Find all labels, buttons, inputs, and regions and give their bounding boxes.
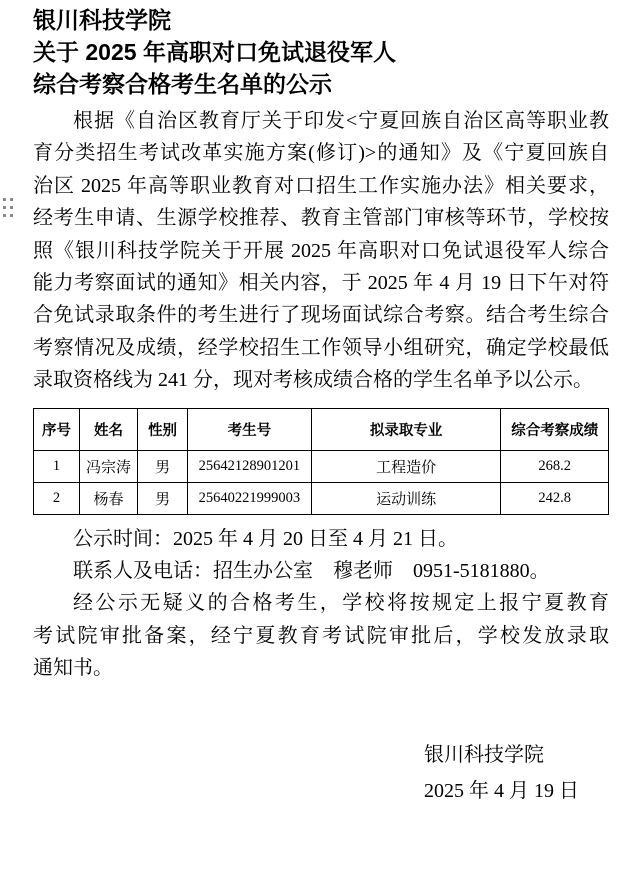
cell-gender: 男 bbox=[138, 482, 188, 514]
col-header-exam-number: 考生号 bbox=[188, 408, 312, 450]
col-header-name: 姓名 bbox=[80, 408, 138, 450]
cell-exam-number: 25642128901201 bbox=[188, 450, 312, 482]
cell-name: 冯宗涛 bbox=[80, 450, 138, 482]
table-row bbox=[34, 450, 609, 482]
cell-index: 2 bbox=[34, 482, 80, 514]
signature-org: 银川科技学院 bbox=[424, 743, 544, 766]
document-title bbox=[33, 4, 609, 100]
col-header-index: 序号 bbox=[34, 408, 80, 450]
drag-grip-icon[interactable] bbox=[3, 198, 13, 217]
body-line: 考察情况及成绩，经学校招生工作领导小组研究，确定学校最低 bbox=[33, 336, 609, 359]
cell-major: 运动训练 bbox=[311, 482, 501, 514]
body-line: 治区 2025 年高等职业教育对口招生工作实施办法》相关要求， bbox=[33, 174, 609, 197]
footer-paragraph bbox=[33, 523, 609, 685]
footer-line: 经公示无疑义的合格考生，学校将按规定上报宁夏教育 bbox=[73, 592, 609, 615]
cell-gender: 男 bbox=[138, 450, 188, 482]
body-line: 照《银川科技学院关于开展 2025 年高职对口免试退役军人综合 bbox=[33, 239, 609, 262]
document-title-line-3: 综合考察合格考生名单的公示 bbox=[33, 71, 332, 97]
body-line: 根据《自治区教育厅关于印发<宁夏回族自治区高等职业教 bbox=[73, 110, 609, 132]
table-row bbox=[34, 482, 609, 514]
signature-block bbox=[424, 737, 579, 809]
cell-major: 工程造价 bbox=[311, 450, 501, 482]
footer-line: 考试院审批备案，经宁夏教育考试院审批后，学校发放录取 bbox=[33, 624, 609, 647]
footer-line-contact: 联系人及电话：招生办公室 穆老师 0951-5181880。 bbox=[73, 560, 550, 583]
candidates-table bbox=[33, 408, 609, 515]
cell-exam-number: 25640221999003 bbox=[188, 482, 312, 514]
body-line: 育分类招生考试改革实施方案(修订)>的通知》及《宁夏回族自 bbox=[33, 142, 609, 165]
candidates-table-wrapper bbox=[33, 408, 609, 515]
cell-name: 杨春 bbox=[80, 482, 138, 514]
document-title-line-1: 银川科技学院 bbox=[33, 7, 171, 33]
col-header-gender: 性别 bbox=[138, 408, 188, 450]
body-paragraph bbox=[33, 105, 609, 397]
cell-index: 1 bbox=[34, 450, 80, 482]
body-line: 录取资格线为 241 分，现对考核成绩合格的学生名单予以公示。 bbox=[33, 369, 593, 392]
col-header-major: 拟录取专业 bbox=[311, 408, 501, 450]
signature-date: 2025 年 4 月 19 日 bbox=[424, 779, 579, 802]
footer-line: 通知书。 bbox=[33, 657, 113, 680]
body-line: 经考生申请、生源学校推荐、教育主管部门审核等环节，学校按 bbox=[33, 207, 609, 230]
table-header-row bbox=[34, 408, 609, 450]
cell-score: 242.8 bbox=[501, 482, 609, 514]
body-line: 能力考察面试的通知》相关内容，于 2025 年 4 月 19 日下午对符 bbox=[33, 272, 609, 295]
document-title-line-2: 关于 2025 年高职对口免试退役军人 bbox=[33, 39, 396, 65]
body-line: 合免试录取条件的考生进行了现场面试综合考察。结合考生综合 bbox=[33, 304, 609, 327]
cell-score: 268.2 bbox=[501, 450, 609, 482]
col-header-score: 综合考察成绩 bbox=[501, 408, 609, 450]
footer-line-publicity-period: 公示时间：2025 年 4 月 20 日至 4 月 21 日。 bbox=[73, 527, 458, 550]
